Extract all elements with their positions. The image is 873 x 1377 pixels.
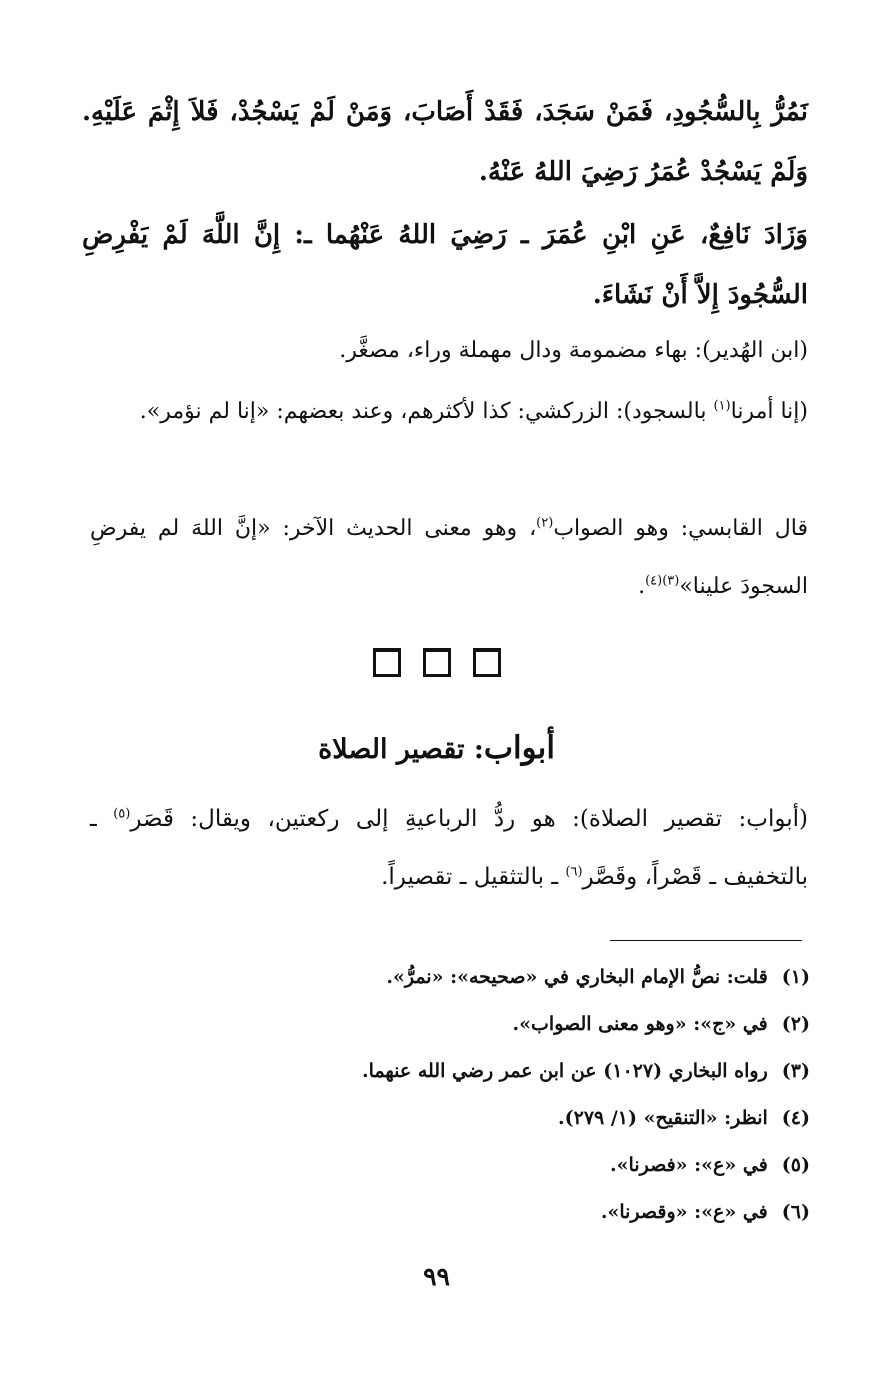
- square-ornament-icon: [473, 648, 501, 677]
- page-number: ٩٩: [423, 1262, 450, 1291]
- section-separator: [0, 648, 873, 681]
- commentary-text: (إنا أمرنا: [730, 399, 808, 424]
- section-title-text: تقصير الصلاة: [318, 734, 465, 765]
- footnote-list: [120, 954, 810, 1236]
- footnote-ref-5[interactable]: (٥): [113, 806, 131, 822]
- paragraph-nafi-addition: [82, 205, 808, 325]
- commentary-text: (ابن الهُدير): بهاء مضمومة ودال مهملة وراء، مصغَّر.: [339, 338, 808, 363]
- commentary-text: ، وهو معنى الحديث الآخر: «إنَّ اللهَ لم يفرضِ السجودَ علينا»: [90, 516, 808, 599]
- footnote-text: رواه البخاري (١٠٢٧) عن ابن عمر رضي الله عنهما.: [362, 1060, 768, 1082]
- commentary-qabisi: [90, 500, 808, 616]
- footnote-divider: [610, 940, 802, 941]
- footnote-ref-2[interactable]: (٢): [536, 515, 554, 531]
- section-heading: [0, 725, 873, 773]
- footnote-item: [120, 1001, 810, 1048]
- hadith-text: نَمُرُّ بِالسُّجُودِ، فَمَنْ سَجَدَ، فَقَدْ أَصَابَ، وَمَنْ لَمْ يَسْجُدْ، فَلاَ إِثْمَ عَلَيْهِ. وَلَمْ يَسْجُدْ عُمَرُ رَضِيَ اللهُ عَنْهُ.: [82, 97, 808, 187]
- paragraph-hadith-text: [82, 82, 808, 202]
- footnote-item: [120, 1095, 810, 1142]
- commentary-text: بالسجود): الزركشي: كذا لأكثرهم، وعند بعضهم: «إنا لم نؤمر».: [139, 399, 714, 424]
- commentary-text: ـ بالتثقيل ـ تقصيراً.: [381, 864, 566, 890]
- footnote-ref-6[interactable]: (٦): [565, 864, 583, 880]
- footnote-number: (٢): [781, 1013, 810, 1035]
- commentary-text: ـ بالتخفيف ـ قَصْراً، وقَصَّر: [90, 806, 808, 890]
- commentary-text: قال القابسي: وهو الصواب: [553, 516, 808, 541]
- commentary-taqsir: [90, 790, 808, 906]
- footnote-item: [120, 1189, 810, 1236]
- footnote-text: في «ع»: «وقصرنا».: [600, 1201, 768, 1223]
- commentary-text: .: [638, 574, 646, 599]
- nafi-addition-text: وَزَادَ نَافِعٌ، عَنِ ابْنِ عُمَرَ ـ رَضِيَ اللهُ عَنْهُما ـ: إِنَّ اللَّهَ لَمْ يَفْرِضِ السُّجُودَ إِلاَّ أَنْ نَشَاءَ.: [82, 220, 808, 310]
- footnote-item: [120, 954, 810, 1001]
- footnote-number: (٦): [781, 1201, 810, 1223]
- footnote-ref-1[interactable]: (١): [713, 398, 731, 414]
- footnote-item: [120, 1142, 810, 1189]
- footnote-number: (٤): [781, 1107, 810, 1129]
- footnote-ref-4[interactable]: (٤): [645, 573, 663, 589]
- section-label: أبواب: [483, 730, 555, 766]
- commentary-text: (أبواب: تقصير الصلاة): هو ردُّ الرباعيةِ إلى ركعتين، ويقال: قَصَر: [130, 806, 808, 832]
- footnote-number: (٣): [781, 1060, 810, 1082]
- square-ornament-icon: [423, 648, 451, 677]
- section-colon: :: [473, 734, 484, 765]
- footnote-text: في «ع»: «فصرنا».: [610, 1154, 768, 1176]
- footnote-number: (١): [781, 966, 810, 988]
- commentary-inna-umirna: [90, 383, 808, 441]
- footnote-text: في «ج»: «وهو معنى الصواب».: [512, 1013, 768, 1035]
- footnote-number: (٥): [781, 1154, 810, 1176]
- footnote-text: قلت: نصُّ الإمام البخاري في «صحيحه»: «نمرُّ».: [386, 966, 768, 988]
- footnote-item: [120, 1048, 810, 1095]
- footnote-ref-3[interactable]: (٣): [662, 573, 680, 589]
- footnote-text: انظر: «التنقيح» (١/ ٢٧٩).: [558, 1107, 768, 1129]
- square-ornament-icon: [373, 648, 401, 677]
- commentary-ibn-hudayr: [90, 322, 808, 380]
